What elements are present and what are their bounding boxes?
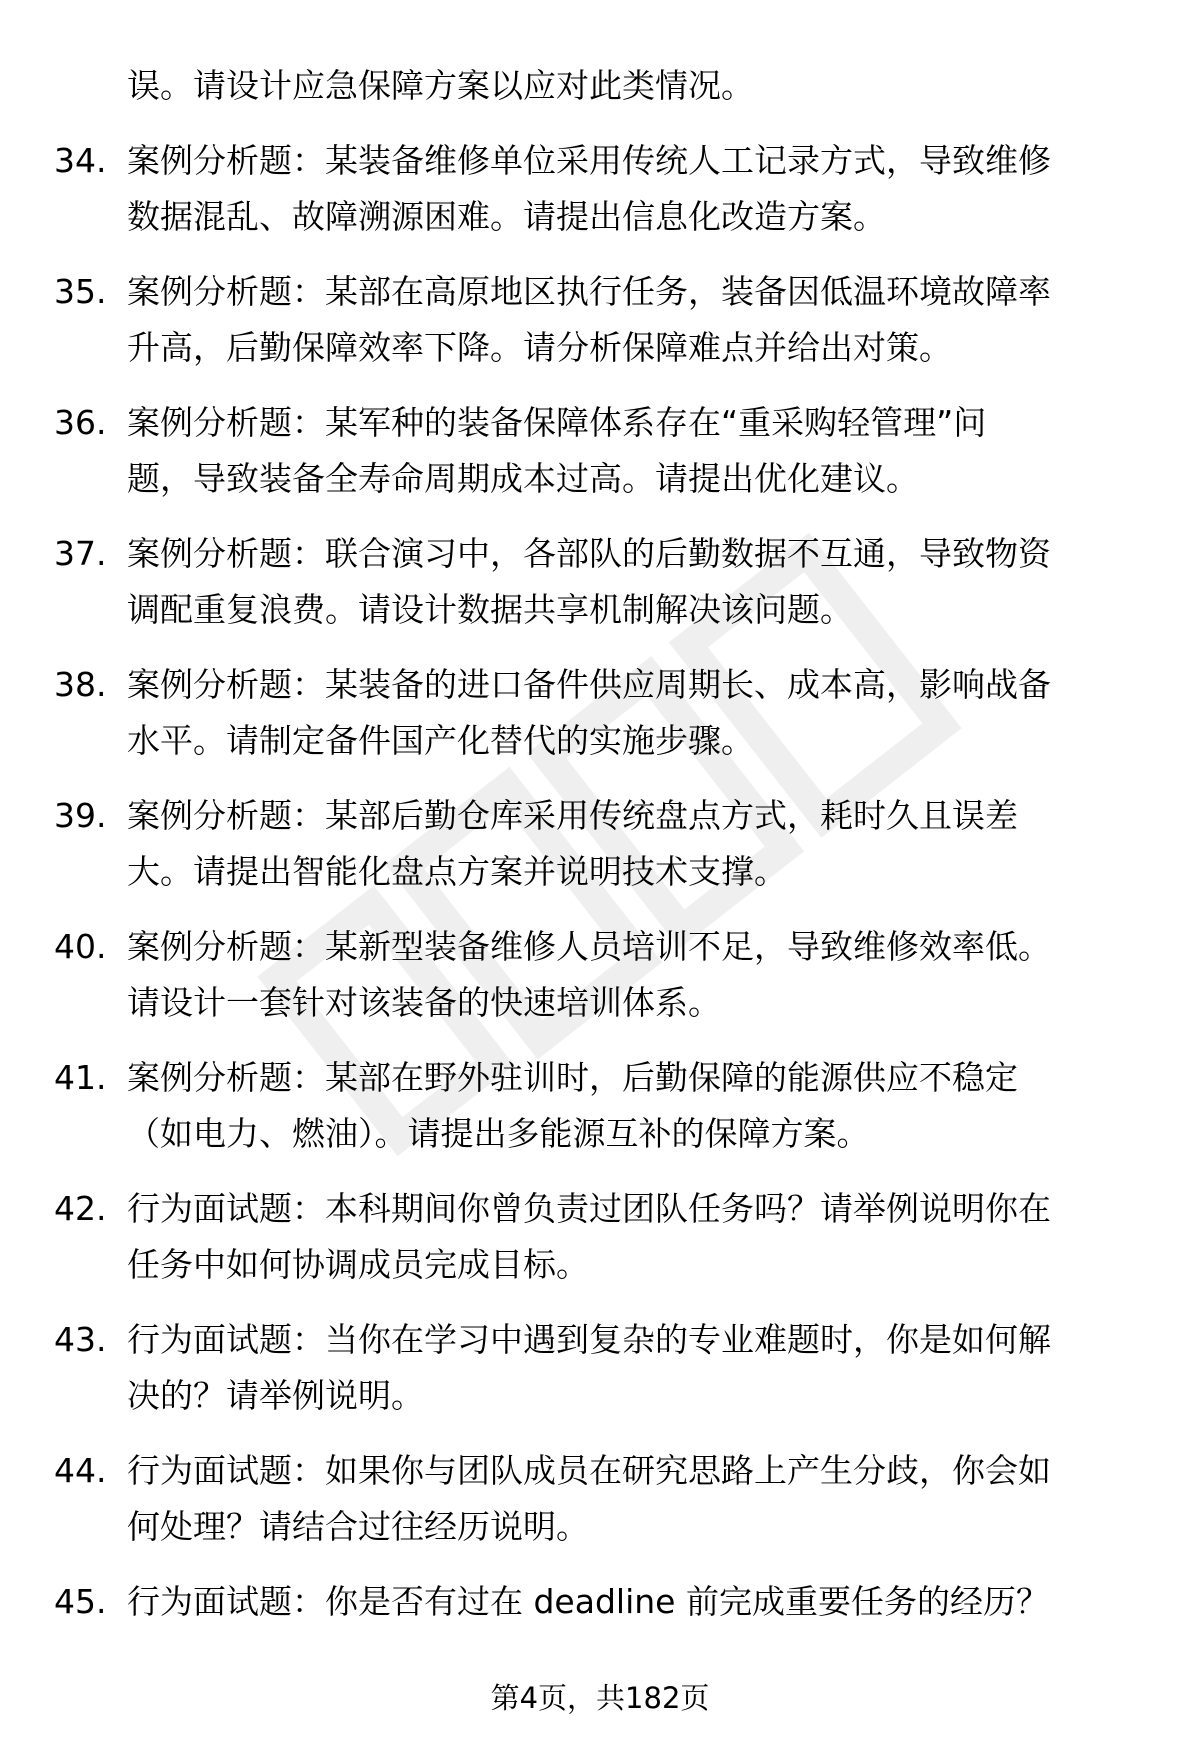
question-item — [0, 1443, 1200, 1574]
question-number: 42. — [54, 1189, 107, 1228]
question-text — [127, 788, 1147, 900]
question-line: 升高，后勤保障效率下降。请分析保障难点并给出对策。 — [127, 328, 952, 367]
question-number: 36. — [54, 403, 107, 442]
question-line: 数据混乱、故障溯源困难。请提出信息化改造方案。 — [127, 197, 886, 236]
question-text — [127, 133, 1147, 245]
question-line: 案例分析题：某部在野外驻训时，后勤保障的能源供应不稳定 — [127, 1058, 1018, 1097]
question-number: 39. — [54, 796, 107, 835]
question-number: 44. — [54, 1451, 107, 1490]
question-line: 案例分析题：某新型装备维修人员培训不足，导致维修效率低。 — [127, 927, 1051, 966]
continuation-text: 误。请设计应急保障方案以应对此类情况。 — [127, 66, 754, 105]
question-number: 40. — [54, 927, 107, 966]
question-line: 案例分析题：联合演习中，各部队的后勤数据不互通，导致物资 — [127, 534, 1051, 573]
question-line: 案例分析题：某军种的装备保障体系存在“重采购轻管理”问 — [127, 403, 987, 442]
question-item — [0, 133, 1200, 264]
question-text — [127, 1312, 1147, 1424]
question-item — [0, 788, 1200, 919]
question-text — [127, 1050, 1147, 1162]
question-line: 何处理？请结合过往经历说明。 — [127, 1507, 589, 1546]
question-text — [127, 264, 1147, 376]
question-item — [0, 395, 1200, 526]
question-number: 45. — [54, 1582, 107, 1621]
question-line: 决的？请举例说明。 — [127, 1376, 424, 1415]
question-number: 34. — [54, 141, 107, 180]
question-text — [127, 1443, 1147, 1555]
question-item — [0, 919, 1200, 1050]
question-item — [0, 657, 1200, 788]
question-number: 35. — [54, 272, 107, 311]
question-line: 题，导致装备全寿命周期成本过高。请提出优化建议。 — [127, 459, 919, 498]
question-text — [127, 919, 1147, 1031]
question-text — [127, 526, 1147, 638]
question-line: 任务中如何协调成员完成目标。 — [127, 1245, 589, 1284]
question-line: 案例分析题：某装备维修单位采用传统人工记录方式，导致维修 — [127, 141, 1051, 180]
question-line: 调配重复浪费。请设计数据共享机制解决该问题。 — [127, 590, 853, 629]
question-item — [0, 1312, 1200, 1443]
question-line: （如电力、燃油）。请提出多能源互补的保障方案。 — [127, 1114, 870, 1153]
question-line: 案例分析题：某装备的进口备件供应周期长、成本高，影响战备 — [127, 665, 1051, 704]
question-line: 行为面试题：当你在学习中遇到复杂的专业难题时，你是如何解 — [127, 1320, 1051, 1359]
question-line: 大。请提出智能化盘点方案并说明技术支撑。 — [127, 852, 787, 891]
question-line: 水平。请制定备件国产化替代的实施步骤。 — [127, 721, 754, 760]
question-line: 案例分析题：某部在高原地区执行任务，装备因低温环境故障率 — [127, 272, 1051, 311]
page-number-footer: 第4页，共182页 — [490, 1681, 710, 1715]
question-number: 43. — [54, 1320, 107, 1359]
question-text — [127, 1181, 1147, 1293]
question-line: 案例分析题：某部后勤仓库采用传统盘点方式，耗时久且误差 — [127, 796, 1018, 835]
question-list — [0, 133, 1200, 1705]
question-line: 行为面试题：如果你与团队成员在研究思路上产生分歧，你会如 — [127, 1451, 1051, 1490]
question-number: 37. — [54, 534, 107, 573]
question-item — [0, 1181, 1200, 1312]
question-text — [127, 1574, 1147, 1630]
question-line: 请设计一套针对该装备的快速培训体系。 — [127, 983, 721, 1022]
question-number: 38. — [54, 665, 107, 704]
question-item — [0, 264, 1200, 395]
question-item — [0, 526, 1200, 657]
question-line: 行为面试题：你是否有过在 deadline 前完成重要任务的经历？ — [127, 1582, 1049, 1621]
question-number: 41. — [54, 1058, 107, 1097]
question-text — [127, 657, 1147, 769]
question-line: 行为面试题：本科期间你曾负责过团队任务吗？请举例说明你在 — [127, 1189, 1051, 1228]
question-text — [127, 395, 1147, 507]
question-item — [0, 1050, 1200, 1181]
